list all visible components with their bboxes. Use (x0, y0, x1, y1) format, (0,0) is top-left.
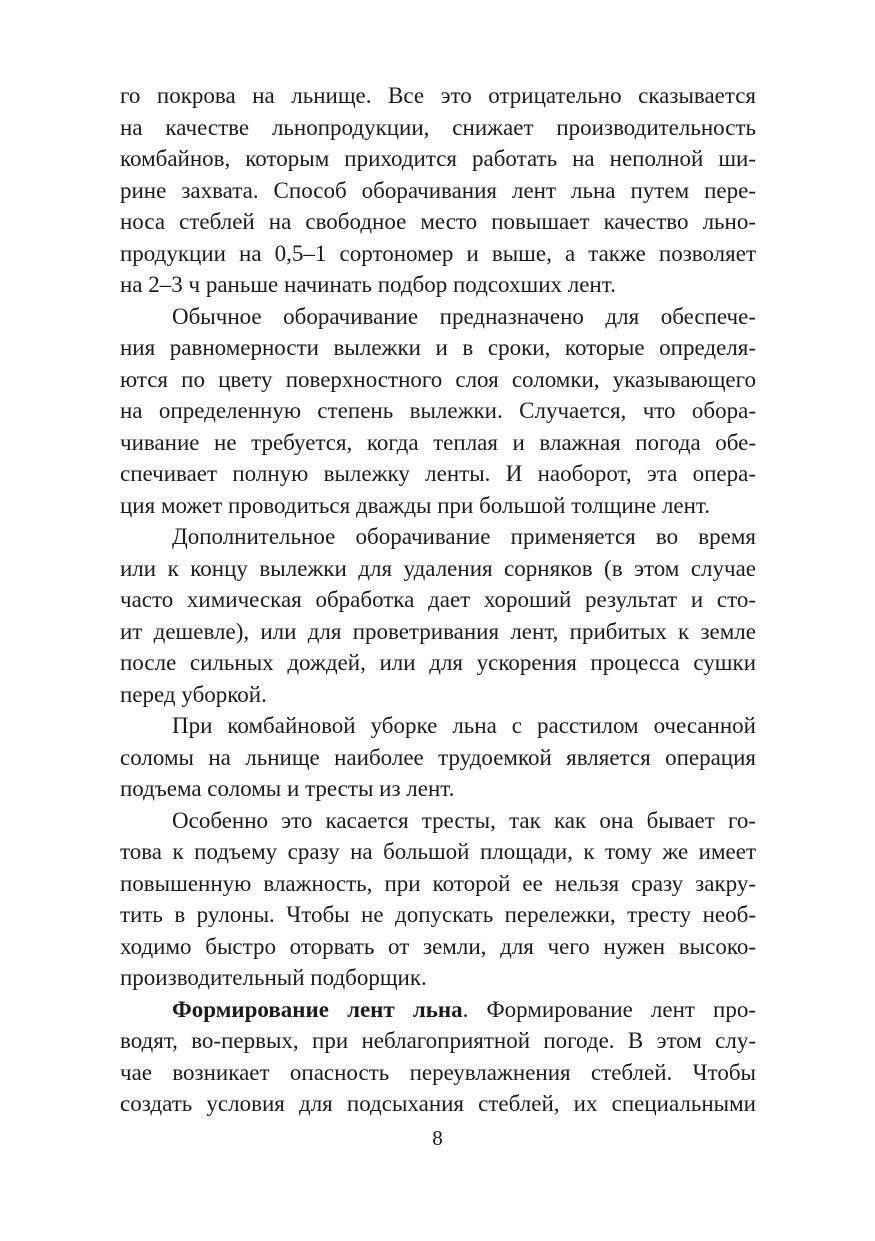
text-line: комбайнов, которым приходится работать на неполной ши- (120, 146, 756, 171)
text-line (120, 994, 756, 1026)
paragraph (120, 521, 756, 710)
text-line: ния равномерности вылежки и в сроки, которые определя- (120, 335, 756, 360)
text-line: создать условия для подсыхания стеблей, их специальными (120, 1091, 756, 1116)
text-line: повышенную влажность, при которой ее нельзя сразу закру- (120, 870, 756, 896)
text-line: го покрова на льнище. Все это отрицательно сказывается (120, 83, 756, 108)
text-line: това к подъему сразу на большой площади, к тому же имеет (120, 839, 756, 864)
text-line: на определенную степень вылежки. Случается, что обора- (120, 398, 756, 423)
text-line: ит дешевле), или для проветривания лент, прибитых к земле (120, 618, 756, 644)
text-line: спечивает полную вылежку ленты. И наоборот, эта опера- (120, 461, 756, 486)
text-line: Особенно это касается тресты, так как она бывает го- (172, 807, 756, 833)
text-line: Дополнительное оборачивание применяется во время (172, 524, 756, 549)
text-line: чае возникает опасность переувлажнения стеблей. Чтобы (120, 1059, 756, 1085)
paragraph (120, 994, 756, 1120)
text-line: на качестве льнопродукции, снижает производительность (120, 114, 756, 140)
paragraph (120, 301, 756, 522)
text-line: на 2–3 ч раньше начинать подбор подсохших лент. (120, 272, 616, 297)
text-line: подъема соломы и тресты из лент. (120, 776, 455, 801)
text-line: При комбайновой уборке льна с расстилом очесанной (172, 713, 756, 738)
text-line: ходимо быстро оторвать от земли, для чего нужен высоко- (120, 933, 756, 959)
text-line: перед уборкой. (120, 681, 267, 707)
section-heading: Формирование лент льна (172, 996, 463, 1022)
text-line: или к концу вылежки для удаления сорняков (в этом случае (120, 555, 756, 581)
paragraph (120, 805, 756, 994)
body-text (120, 80, 756, 1120)
text-line: водят, во-первых, при неблагоприятной погоде. В этом слу- (120, 1028, 756, 1053)
text-line: носа стеблей на свободное место повышает качество льно- (120, 209, 756, 234)
paragraph (120, 710, 756, 805)
text-line: чивание не требуется, когда теплая и влажная погода обе- (120, 429, 756, 455)
text-line: часто химическая обработка дает хороший результат и сто- (120, 587, 756, 612)
text-line: после сильных дождей, или для ускорения процесса сушки (120, 650, 756, 675)
text-line: производительный подборщик. (120, 965, 427, 990)
paragraph (120, 80, 756, 301)
page-number: 8 (432, 1126, 443, 1150)
text-line: тить в рулоны. Чтобы не допускать перележки, тресту необ- (120, 902, 756, 927)
text-line: ются по цвету поверхностного слоя соломки, указывающего (120, 366, 756, 392)
text-line: рине захвата. Способ оборачивания лент льна путем пере- (120, 177, 756, 203)
text-line: Обычное оборачивание предназначено для обеспече- (172, 303, 756, 329)
heading-line-continuation: . Формирование лент про- (462, 996, 756, 1022)
text-line: продукции на 0,5–1 сортономер и выше, а также позволяет (120, 240, 756, 266)
text-line: ция может проводиться дважды при большой толщине лент. (120, 492, 711, 518)
text-line: соломы на льнище наиболее трудоемкой является операция (120, 744, 756, 770)
